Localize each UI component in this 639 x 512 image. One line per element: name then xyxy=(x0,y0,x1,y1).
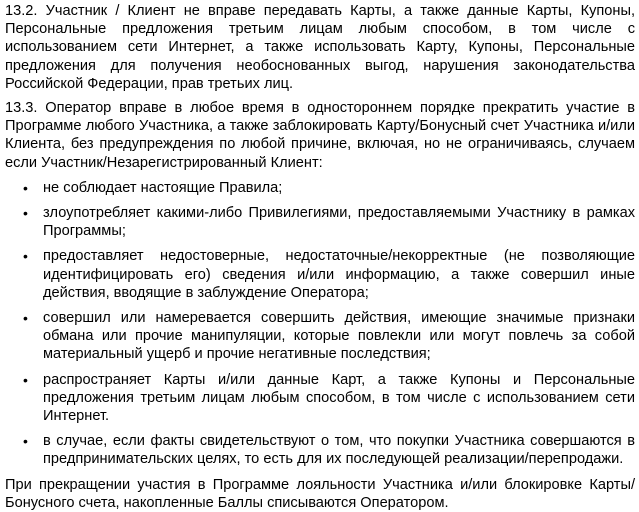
bullet-icon: • xyxy=(23,433,28,450)
paragraph-13-2: 13.2. Участник / Клиент не вправе передавать Карты, а также данные Карты, Купоны, Персональные предложения третьим лицам любым способом, в том числе с использованием сети Интернет, а также использовать Карту, Купоны, Персональные предложения для получения необоснованных выгод, нарушения законодательства Российской Федерации, прав третьих лиц. xyxy=(5,3,635,92)
conditions-list xyxy=(5,179,635,469)
list-item xyxy=(5,247,635,302)
list-item-text: злоупотребляет какими-либо Привилегиями, предоставляемыми Участнику в рамках Программы; xyxy=(43,205,635,240)
bullet-icon: • xyxy=(23,310,28,327)
list-item-text: не соблюдает настоящие Правила; xyxy=(43,179,283,196)
list-item xyxy=(5,204,635,240)
list-item xyxy=(5,309,635,364)
list-item xyxy=(5,432,635,468)
bullet-icon: • xyxy=(23,179,28,196)
paragraph-13-3: 13.3. Оператор вправе в любое время в одностороннем порядке прекратить участие в Программе любого Участника, а также заблокировать Карту/Бонусный счет Участника и/или Клиента, без предупреждения по любой причине, включая, но не ограничиваясь, случаем если Участник/Незарегистрированный Клиент: xyxy=(5,100,635,171)
closing-paragraph: При прекращении участия в Программе лояльности Участника и/или блокировке Карты/Бонусного счета, накопленные Баллы списываются Оператором. xyxy=(5,476,635,511)
bullet-icon: • xyxy=(23,248,28,265)
list-item-text: в случае, если факты свидетельствуют о том, что покупки Участника совершаются в предпринимательских целях, то есть для их последующей реализации/перепродажи. xyxy=(43,433,635,468)
list-item-text: распространяет Карты и/или данные Карт, а также Купоны и Персональные предложения третьим лицам любым способом, в том числе с использованием сети Интернет. xyxy=(43,371,635,425)
list-item-text: предоставляет недостоверные, недостаточные/некорректные (не позволяющие идентифицировать его) сведения и/или информацию, а также совершил иные действия, вводящие в заблуждение Оператора; xyxy=(43,248,635,301)
bullet-icon: • xyxy=(23,371,28,388)
list-item xyxy=(5,179,635,197)
list-item-text: совершил или намеревается совершить действия, имеющие значимые признаки обмана или прочие манипуляции, которые повлекли или могут повлечь за собой материальный ущерб и прочие негативные последствия; xyxy=(43,310,635,363)
bullet-icon: • xyxy=(23,205,28,222)
list-item xyxy=(5,371,635,426)
